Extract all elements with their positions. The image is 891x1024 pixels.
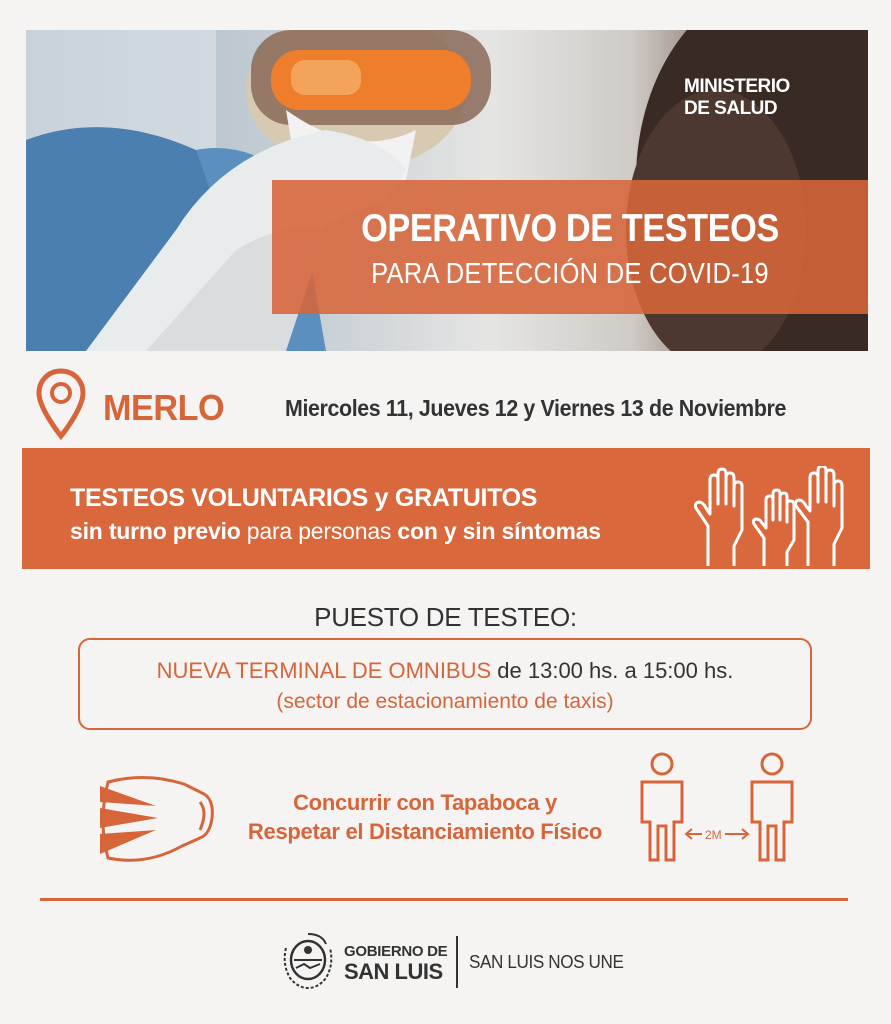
location-city: MERLO <box>103 387 225 428</box>
event-dates: Miercoles 11, Jueves 12 y Viernes 13 de Noviembre <box>285 395 786 421</box>
page-title: OPERATIVO DE TESTEOS <box>361 207 779 250</box>
map-pin-icon <box>36 368 86 440</box>
testing-site-detail: (sector de estacionamiento de taxis) <box>276 690 614 713</box>
divider <box>40 898 848 901</box>
testing-site-hours: de 13:00 hs. a 15:00 hs. <box>491 658 734 683</box>
government-name-line-2: SAN LUIS <box>344 959 443 984</box>
testing-site-title: PUESTO DE TESTEO: <box>314 602 577 632</box>
testing-site-line <box>80 658 810 684</box>
footer-slogan: SAN LUIS NOS UNE <box>469 952 624 972</box>
recommendation-line-2: Respetar el Distanciamiento Físico <box>247 819 603 844</box>
banner-subline-regular: para personas <box>240 518 398 544</box>
banner-subline-bold-1: sin turno previo <box>70 518 241 544</box>
provincial-seal-icon <box>280 930 336 992</box>
government-name-line-1: GOBIERNO DE <box>344 943 448 960</box>
recommendation-line-1: Concurrir con Tapaboca y <box>293 790 557 815</box>
info-banner <box>22 448 870 569</box>
social-distance-icon <box>632 752 802 864</box>
face-mask-icon <box>96 772 218 868</box>
hero-photo <box>26 30 868 351</box>
banner-subline-bold-2: con y sin síntomas <box>397 518 601 544</box>
hero-title-band <box>272 180 868 314</box>
page-subtitle: PARA DETECCIÓN DE COVID-19 <box>371 258 769 290</box>
recommendation-text <box>220 788 630 846</box>
banner-headline: TESTEOS VOLUNTARIOS y GRATUITOS <box>70 484 538 512</box>
raised-hands-icon <box>688 466 856 566</box>
testing-site-box <box>78 638 812 730</box>
footer-separator <box>456 936 458 988</box>
distance-label: 2M <box>702 828 725 842</box>
testing-site-place: NUEVA TERMINAL DE OMNIBUS <box>156 658 492 683</box>
banner-subline <box>70 518 601 545</box>
ministry-logo-text: MINISTERIO DE SALUD <box>684 76 790 119</box>
